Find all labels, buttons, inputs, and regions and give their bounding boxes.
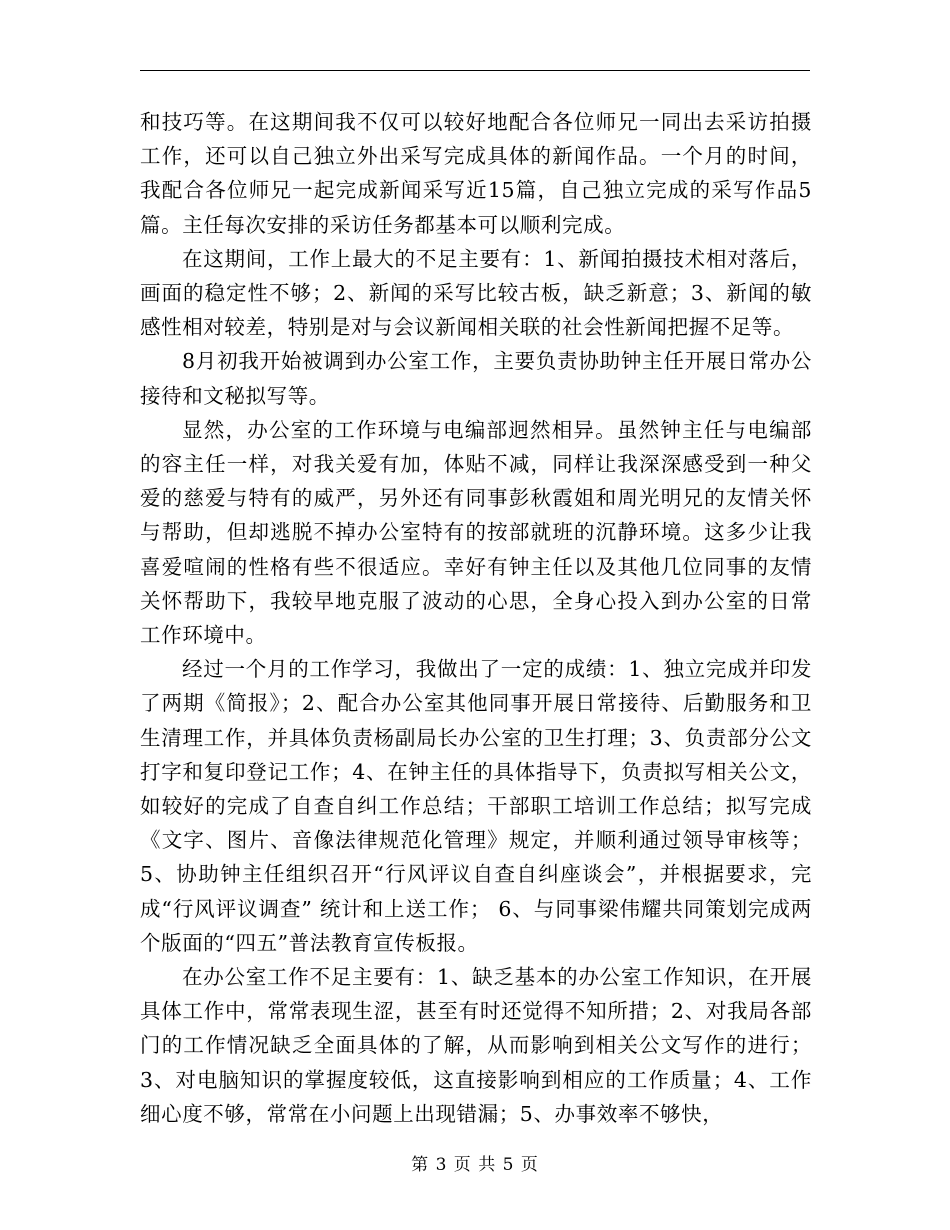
header-rule — [140, 70, 810, 71]
page-number: 第 3 页 共 5 页 — [411, 1155, 539, 1175]
paragraph-4: 显然，办公室的工作环境与电编部迥然相异。虽然钟主任与电编部的容主任一样，对我关爱有加，体贴不减，同样让我深深感受到一种父爱的慈爱与特有的威严，另外还有同事彭秋霞姐和周光明兄的友情关怀与帮助，但却逃脱不掉办公室特有的按部就班的沉静环境。这多少让我喜爱喧闹的性格有些不很适应。幸好有钟主任以及其他几位同事的友情关怀帮助下，我较早地克服了波动的心思，全身心投入到办公室的日常工作环境中。 — [140, 417, 812, 648]
paragraph-3: 8月初我开始被调到办公室工作，主要负责协助钟主任开展日常办公接待和文秘拟写等。 — [140, 349, 812, 408]
paragraph-6: 在办公室工作不足主要有：1、缺乏基本的办公室工作知识，在开展具体工作中，常常表现生涩，甚至有时还觉得不知所措；2、对我局各部门的工作情况缺乏全面具体的了解，从而影响到相关公文写作的进行；3、对电脑知识的掌握度较低，这直接影响到相应的工作质量；4、工作细心度不够，常常在小问题上出现错漏；5、办事效率不够快， — [140, 965, 812, 1126]
paragraph-2: 在这期间，工作上最大的不足主要有：1、新闻拍摄技术相对落后，画面的稳定性不够；2、新闻的采写比较古板，缺乏新意；3、新闻的敏感性相对较差，特别是对与会议新闻相关联的社会性新闻把握不足等。 — [140, 246, 812, 340]
paragraph-1: 和技巧等。在这期间我不仅可以较好地配合各位师兄一同出去采访拍摄工作，还可以自己独立外出采写完成具体的新闻作品。一个月的时间，我配合各位师兄一起完成新闻采写近15篇，自己独立完成的采写作品5篇。主任每次安排的采访任务都基本可以顺利完成。 — [140, 110, 812, 237]
document-body — [140, 105, 812, 1131]
paragraph-5: 经过一个月的工作学习，我做出了一定的成绩：1、独立完成并印发了两期《简报》；2、配合办公室其他同事开展日常接待、后勤服务和卫生清理工作，并具体负责杨副局长办公室的卫生打理；3、负责部分公文打字和复印登记工作；4、在钟主任的具体指导下，负责拟写相关公文，如较好的完成了自查自纠工作总结；干部职工培训工作总结；拟写完成《文字、图片、音像法律规范化管理》规定，并顺利通过领导审核等；5、协助钟主任组织召开“行风评议自查自纠座谈会”，并根据要求，完成“行风评议调查” 统计和上送工作； 6、与同事梁伟耀共同策划完成两个版面的“四五”普法教育宣传板报。 — [140, 657, 812, 955]
